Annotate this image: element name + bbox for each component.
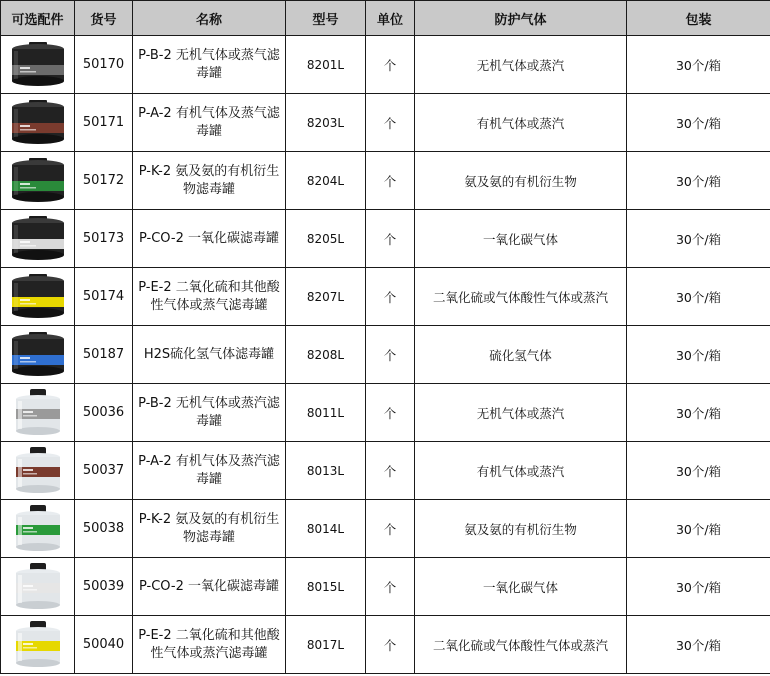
sku-cell: 50039 [75, 558, 133, 616]
package-cell: 30个/箱 [627, 616, 770, 674]
sku-cell: 50187 [75, 326, 133, 384]
unit-cell: 个 [366, 268, 415, 326]
unit-cell: 个 [366, 384, 415, 442]
model-cell: 8015L [286, 558, 366, 616]
package-cell: 30个/箱 [627, 500, 770, 558]
header-protection: 防护气体 [415, 1, 627, 36]
unit-cell: 个 [366, 442, 415, 500]
protection-cell: 氨及氨的有机衍生物 [415, 500, 627, 558]
model-cell: 8017L [286, 616, 366, 674]
product-image-cell [1, 36, 75, 94]
model-cell: 8014L [286, 500, 366, 558]
header-sku: 货号 [75, 1, 133, 36]
product-image-cell [1, 210, 75, 268]
product-image-cell [1, 268, 75, 326]
protection-cell: 有机气体或蒸汽 [415, 94, 627, 152]
model-cell: 8207L [286, 268, 366, 326]
sku-cell: 50173 [75, 210, 133, 268]
name-cell: P-E-2 二氧化硫和其他酸性气体或蒸汽滤毒罐 [133, 616, 286, 674]
protection-cell: 无机气体或蒸汽 [415, 36, 627, 94]
model-cell: 8011L [286, 384, 366, 442]
product-image-cell [1, 326, 75, 384]
model-cell: 8208L [286, 326, 366, 384]
package-cell: 30个/箱 [627, 36, 770, 94]
protection-cell: 氨及氨的有机衍生物 [415, 152, 627, 210]
sku-cell: 50172 [75, 152, 133, 210]
name-cell: H2S硫化氢气体滤毒罐 [133, 326, 286, 384]
header-row [1, 1, 770, 36]
product-image-cell [1, 94, 75, 152]
protection-cell: 有机气体或蒸汽 [415, 442, 627, 500]
name-cell: P-K-2 氨及氨的有机衍生物滤毒罐 [133, 152, 286, 210]
header-unit: 单位 [366, 1, 415, 36]
unit-cell: 个 [366, 616, 415, 674]
table-body [1, 36, 770, 674]
table-row [1, 210, 770, 268]
unit-cell: 个 [366, 558, 415, 616]
unit-cell: 个 [366, 210, 415, 268]
protection-cell: 二氧化硫或气体酸性气体或蒸汽 [415, 616, 627, 674]
filter-canister-icon [5, 561, 71, 613]
name-cell: P-B-2 无机气体或蒸汽滤毒罐 [133, 384, 286, 442]
unit-cell: 个 [366, 94, 415, 152]
product-image-cell [1, 152, 75, 210]
model-cell: 8203L [286, 94, 366, 152]
model-cell: 8204L [286, 152, 366, 210]
product-image-cell [1, 500, 75, 558]
package-cell: 30个/箱 [627, 384, 770, 442]
package-cell: 30个/箱 [627, 152, 770, 210]
name-cell: P-B-2 无机气体或蒸气滤毒罐 [133, 36, 286, 94]
name-cell: P-E-2 二氧化硫和其他酸性气体或蒸气滤毒罐 [133, 268, 286, 326]
table-row [1, 36, 770, 94]
package-cell: 30个/箱 [627, 558, 770, 616]
filter-canister-icon [5, 213, 71, 265]
filter-canister-icon [5, 445, 71, 497]
unit-cell: 个 [366, 152, 415, 210]
package-cell: 30个/箱 [627, 442, 770, 500]
filter-canister-icon [5, 503, 71, 555]
protection-cell: 二氧化硫或气体酸性气体或蒸汽 [415, 268, 627, 326]
package-cell: 30个/箱 [627, 326, 770, 384]
product-image-cell [1, 442, 75, 500]
table-row [1, 326, 770, 384]
header-model: 型号 [286, 1, 366, 36]
unit-cell: 个 [366, 36, 415, 94]
product-image-cell [1, 384, 75, 442]
sku-cell: 50171 [75, 94, 133, 152]
table-row [1, 152, 770, 210]
sku-cell: 50174 [75, 268, 133, 326]
package-cell: 30个/箱 [627, 268, 770, 326]
filter-canister-icon [5, 155, 71, 207]
table-row [1, 500, 770, 558]
filter-canister-icon [5, 619, 71, 671]
filter-canister-icon [5, 387, 71, 439]
filter-canister-icon [5, 39, 71, 91]
sku-cell: 50038 [75, 500, 133, 558]
filter-canister-icon [5, 97, 71, 149]
sku-cell: 50040 [75, 616, 133, 674]
name-cell: P-A-2 有机气体及蒸气滤毒罐 [133, 94, 286, 152]
sku-cell: 50170 [75, 36, 133, 94]
name-cell: P-K-2 氨及氨的有机衍生物滤毒罐 [133, 500, 286, 558]
filter-canister-icon [5, 329, 71, 381]
table-row [1, 442, 770, 500]
sku-cell: 50036 [75, 384, 133, 442]
model-cell: 8013L [286, 442, 366, 500]
protection-cell: 一氧化碳气体 [415, 558, 627, 616]
header-name: 名称 [133, 1, 286, 36]
table-row [1, 94, 770, 152]
product-image-cell [1, 616, 75, 674]
model-cell: 8205L [286, 210, 366, 268]
protection-cell: 无机气体或蒸汽 [415, 384, 627, 442]
table-row [1, 558, 770, 616]
protection-cell: 一氧化碳气体 [415, 210, 627, 268]
product-image-cell [1, 558, 75, 616]
header-image: 可选配件 [1, 1, 75, 36]
unit-cell: 个 [366, 326, 415, 384]
sku-cell: 50037 [75, 442, 133, 500]
name-cell: P-CO-2 一氧化碳滤毒罐 [133, 210, 286, 268]
name-cell: P-CO-2 一氧化碳滤毒罐 [133, 558, 286, 616]
name-cell: P-A-2 有机气体及蒸汽滤毒罐 [133, 442, 286, 500]
package-cell: 30个/箱 [627, 210, 770, 268]
filter-canister-icon [5, 271, 71, 323]
table-row [1, 616, 770, 674]
unit-cell: 个 [366, 500, 415, 558]
header-package: 包装 [627, 1, 770, 36]
protection-cell: 硫化氢气体 [415, 326, 627, 384]
table-row [1, 384, 770, 442]
model-cell: 8201L [286, 36, 366, 94]
package-cell: 30个/箱 [627, 94, 770, 152]
table-row [1, 268, 770, 326]
